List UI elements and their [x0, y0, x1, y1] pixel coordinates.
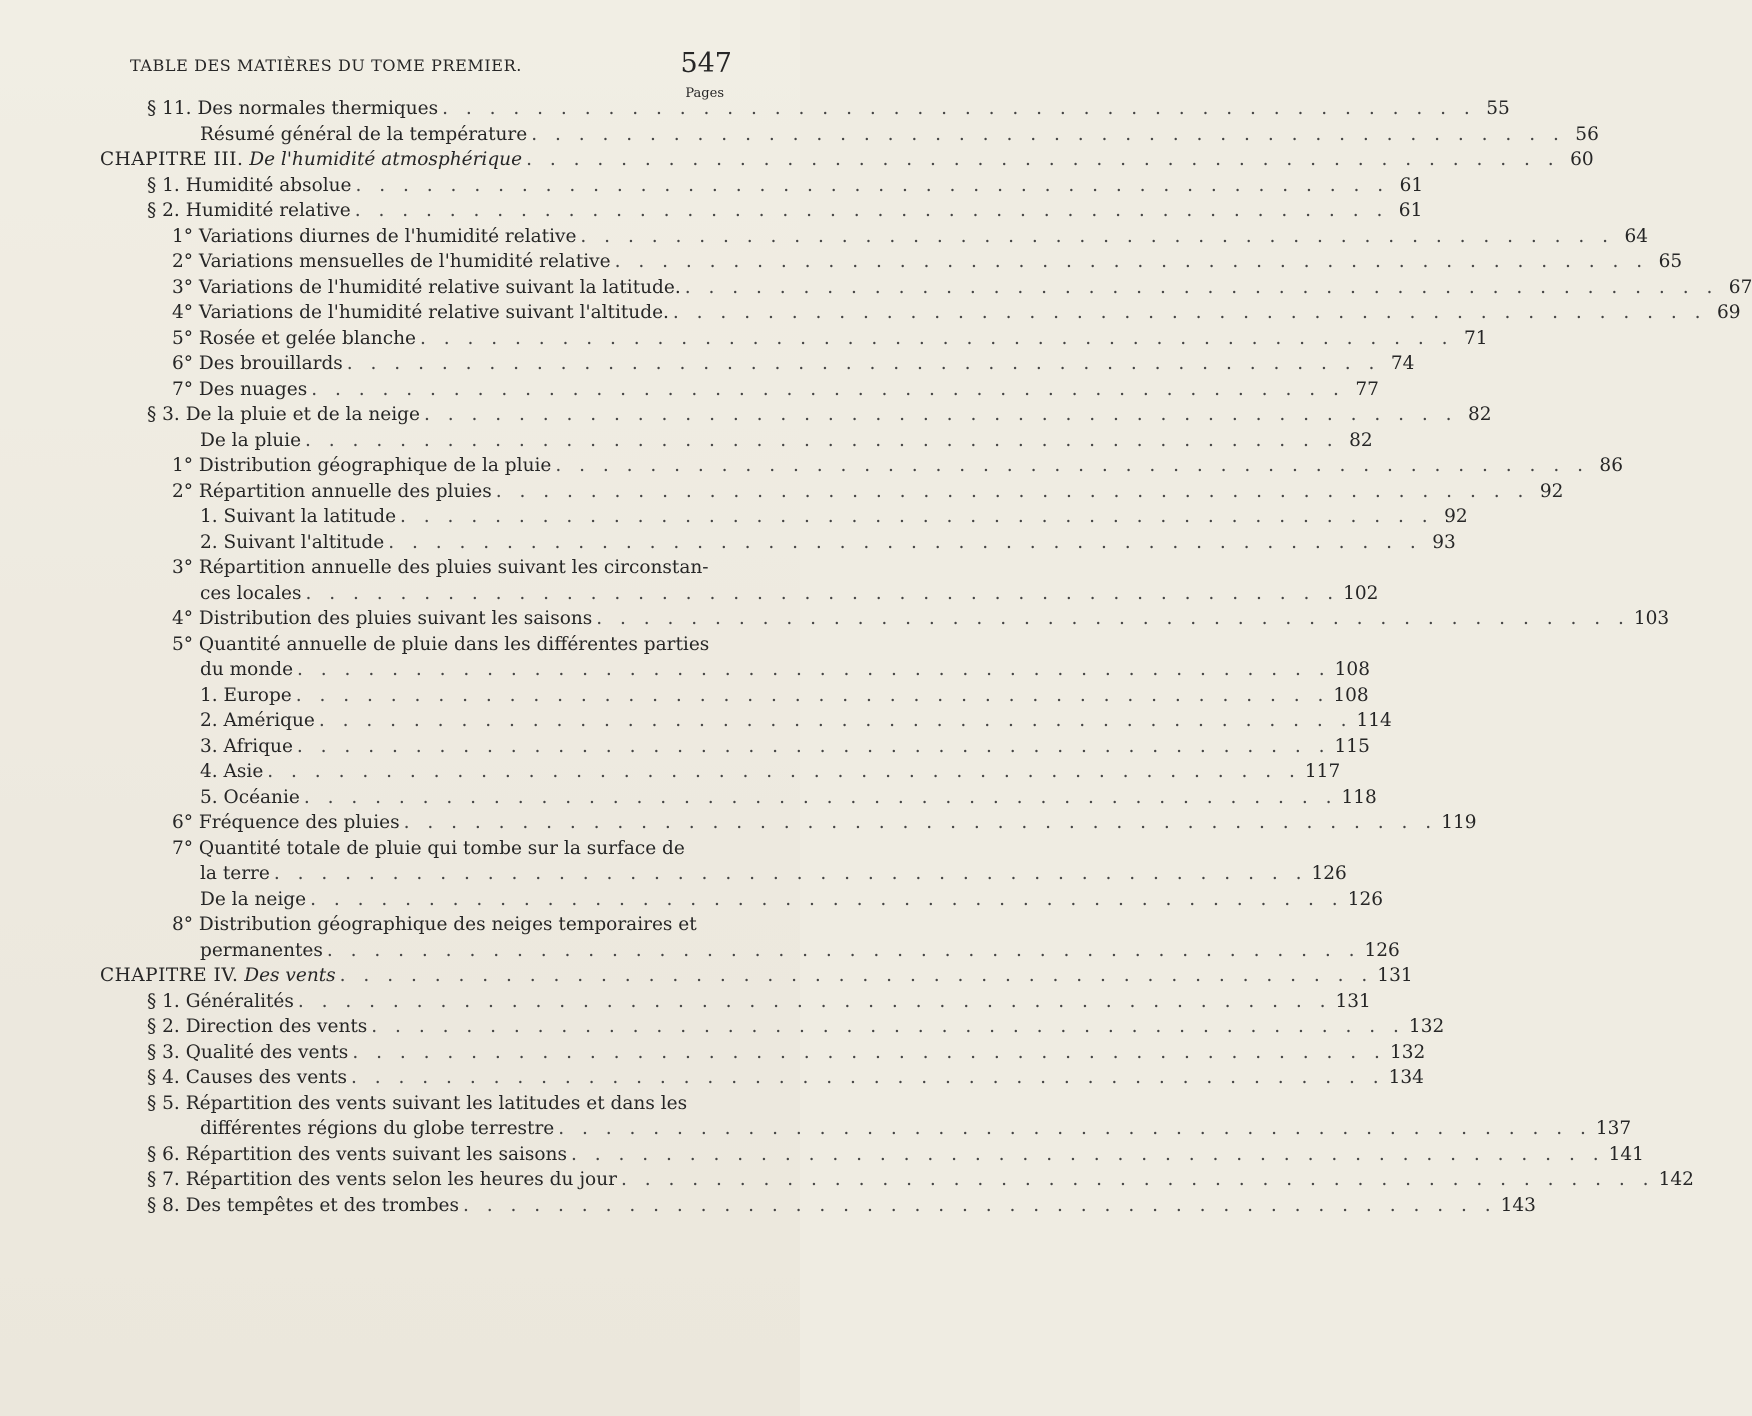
page-ref: 86 [1599, 455, 1623, 476]
page-ref: 67 [1728, 276, 1752, 298]
page-ref: 126 [1311, 863, 1347, 884]
toc-row: 7° Quantité totale de pluie qui tombe sur la surface de [172, 837, 685, 859]
toc-row: 4. Asie . . . . . . . . . . . . . . . . . . . . . . . . . . . . . . . . . . . . . . . . . . . . 117 [0, 759, 800, 785]
page-ref: 77 [1355, 378, 1379, 400]
page-ref: 119 [1441, 812, 1477, 833]
page-ref: 141 [1608, 1143, 1644, 1165]
toc-row: § 2. Direction des vents . . . . . . . . . . . . . . . . . . . . . . . . . . . . . . . . . . . . . . . . . . . . 132 [0, 1014, 800, 1040]
toc-row: 3° Répartition annuelle des pluies suivant les circonstan- [172, 557, 709, 578]
toc-row: permanentes . . . . . . . . . . . . . . . . . . . . . . . . . . . . . . . . . . . . . . . . . . . . 126 [0, 938, 800, 964]
page-ref: 82 [1349, 429, 1373, 451]
page-ref: 126 [1347, 888, 1383, 910]
page-ref: 126 [1364, 939, 1400, 961]
page-ref: 137 [1595, 1118, 1632, 1139]
page-ref: 108 [1334, 659, 1370, 680]
toc-row: 2. Amérique . . . . . . . . . . . . . . . . . . . . . . . . . . . . . . . . . . . . . . . . . . . . 114 [0, 708, 800, 734]
toc-row: 1° Variations diurnes de l'humidité relative . . . . . . . . . . . . . . . . . . . . . . . . . . . . . . . . . . . . . . . . . . . . 64 [0, 224, 800, 250]
page-ref: 64 [1624, 225, 1649, 247]
toc-row: 2° Répartition annuelle des pluies . . . . . . . . . . . . . . . . . . . . . . . . . . . . . . . . . . . . . . . . . . . . 92 [0, 479, 800, 505]
page-ref: 114 [1356, 710, 1392, 731]
toc-row: 2. Suivant l'altitude . . . . . . . . . . . . . . . . . . . . . . . . . . . . . . . . . . . . . . . . . . . . 93 [0, 530, 800, 556]
toc-row: 7° Des nuages . . . . . . . . . . . . . . . . . . . . . . . . . . . . . . . . . . . . . . . . . . . . 77 [0, 377, 800, 403]
page-ref: 108 [1333, 684, 1369, 706]
toc-row: § 1. Généralités . . . . . . . . . . . . . . . . . . . . . . . . . . . . . . . . . . . . . . . . . . . . 131 [0, 989, 800, 1015]
page-ref: 92 [1539, 480, 1564, 502]
toc-row: 8° Distribution géographique des neiges temporaires et [172, 914, 697, 935]
toc-row: 5. Océanie . . . . . . . . . . . . . . . . . . . . . . . . . . . . . . . . . . . . . . . . . . . . 118 [0, 785, 800, 811]
toc-row: § 7. Répartition des vents selon les heures du jour . . . . . . . . . . . . . . . . . . . . . . . . . . . . . . . . . . . . . . . . . . . . 142 [0, 1167, 800, 1193]
pages-column-label: Pages [685, 86, 724, 101]
toc-row: CHAPITRE IV. Des vents . . . . . . . . . . . . . . . . . . . . . . . . . . . . . . . . . . . . . . . . . . . . 131 [0, 963, 800, 989]
toc-row: § 11. Des normales thermiques . . . . . . . . . . . . . . . . . . . . . . . . . . . . . . . . . . . . . . . . . . . . 55 [0, 96, 800, 122]
toc-row: De la pluie . . . . . . . . . . . . . . . . . . . . . . . . . . . . . . . . . . . . . . . . . . . . 82 [0, 428, 800, 454]
toc-row: 6° Des brouillards . . . . . . . . . . . . . . . . . . . . . . . . . . . . . . . . . . . . . . . . . . . . 74 [0, 351, 800, 377]
page-ref: 143 [1500, 1194, 1536, 1216]
page-ref: 61 [1398, 200, 1423, 221]
page-ref: 117 [1304, 761, 1341, 782]
page-header [130, 48, 732, 86]
page-ref: 55 [1486, 98, 1510, 119]
page-ref: 131 [1335, 990, 1371, 1012]
toc-row: § 6. Répartition des vents suivant les saisons . . . . . . . . . . . . . . . . . . . . . . . . . . . . . . . . . . . . . . . . . . . . 141 [0, 1142, 800, 1168]
page-ref: 103 [1633, 608, 1670, 629]
toc-row: 1. Suivant la latitude . . . . . . . . . . . . . . . . . . . . . . . . . . . . . . . . . . . . . . . . . . . . 92 [0, 504, 800, 530]
page-ref: 71 [1464, 327, 1488, 349]
page-ref: 118 [1341, 786, 1377, 808]
toc-row: 6° Fréquence des pluies . . . . . . . . . . . . . . . . . . . . . . . . . . . . . . . . . . . . . . . . . . . . 119 [0, 810, 800, 836]
toc-row: § 8. Des tempêtes et des trombes . . . . . . . . . . . . . . . . . . . . . . . . . . . . . . . . . . . . . . . . . . . . 143 [0, 1193, 800, 1219]
toc-row: De la neige . . . . . . . . . . . . . . . . . . . . . . . . . . . . . . . . . . . . . . . . . . . . 126 [0, 887, 800, 913]
toc-row: § 3. Qualité des vents . . . . . . . . . . . . . . . . . . . . . . . . . . . . . . . . . . . . . . . . . . . . 132 [0, 1040, 800, 1066]
page-ref: 82 [1468, 404, 1492, 425]
page-ref: 142 [1658, 1169, 1694, 1190]
toc-row: CHAPITRE III. De l'humidité atmosphérique . . . . . . . . . . . . . . . . . . . . . . . . . . . . . . . . . . . . . . . . . . . . 60 [0, 147, 800, 173]
toc-row: § 2. Humidité relative . . . . . . . . . . . . . . . . . . . . . . . . . . . . . . . . . . . . . . . . . . . . 61 [0, 198, 800, 224]
toc-row: 1° Distribution géographique de la pluie . . . . . . . . . . . . . . . . . . . . . . . . . . . . . . . . . . . . . . . . . . . . 86 [0, 453, 800, 479]
toc-row: § 4. Causes des vents . . . . . . . . . . . . . . . . . . . . . . . . . . . . . . . . . . . . . . . . . . . . 134 [0, 1065, 800, 1091]
toc-row: 3. Afrique . . . . . . . . . . . . . . . . . . . . . . . . . . . . . . . . . . . . . . . . . . . . 115 [0, 734, 800, 760]
table-of-contents [0, 96, 1752, 1218]
toc-row: 5° Quantité annuelle de pluie dans les différentes parties [172, 633, 710, 655]
toc-row: 5° Rosée et gelée blanche . . . . . . . . . . . . . . . . . . . . . . . . . . . . . . . . . . . . . . . . . . . . 71 [0, 326, 800, 352]
toc-row: Résumé général de la température . . . . . . . . . . . . . . . . . . . . . . . . . . . . . . . . . . . . . . . . . . . . 56 [0, 122, 800, 148]
toc-row: différentes régions du globe terrestre . . . . . . . . . . . . . . . . . . . . . . . . . . . . . . . . . . . . . . . . . . . . 137 [0, 1116, 800, 1142]
running-title: TABLE DES MATIÈRES DU TOME PREMIER. [130, 56, 522, 75]
page-ref: 102 [1343, 582, 1379, 604]
page-ref: 93 [1432, 531, 1456, 553]
toc-row: § 5. Répartition des vents suivant les latitudes et dans les [147, 1092, 688, 1114]
toc-row: 4° Variations de l'humidité relative suivant l'altitude. . . . . . . . . . . . . . . . . . . . . . . . . . . . . . . . . . . . . . . . . . . . . 69 [0, 300, 800, 326]
toc-row: § 3. De la pluie et de la neige . . . . . . . . . . . . . . . . . . . . . . . . . . . . . . . . . . . . . . . . . . . . 82 [0, 402, 800, 428]
page-ref: 69 [1716, 302, 1741, 323]
toc-row: 2° Variations mensuelles de l'humidité relative . . . . . . . . . . . . . . . . . . . . . . . . . . . . . . . . . . . . . . . . . . . . 65 [0, 249, 800, 275]
page-ref: 65 [1658, 251, 1683, 272]
toc-row: la terre . . . . . . . . . . . . . . . . . . . . . . . . . . . . . . . . . . . . . . . . . . . . 126 [0, 861, 800, 887]
toc-row: 4° Distribution des pluies suivant les saisons . . . . . . . . . . . . . . . . . . . . . . . . . . . . . . . . . . . . . . . . . . . . 103 [0, 606, 800, 632]
page-ref: 134 [1388, 1067, 1424, 1088]
page-ref: 60 [1570, 149, 1594, 170]
page-ref: 132 [1408, 1016, 1445, 1037]
toc-row: ces locales . . . . . . . . . . . . . . . . . . . . . . . . . . . . . . . . . . . . . . . . . . . . 102 [0, 581, 800, 607]
page-ref: 115 [1334, 735, 1370, 757]
page-ref: 56 [1575, 123, 1599, 145]
page-ref: 92 [1444, 506, 1468, 527]
page-ref: 132 [1389, 1041, 1426, 1063]
toc-row: § 1. Humidité absolue . . . . . . . . . . . . . . . . . . . . . . . . . . . . . . . . . . . . . . . . . . . . 61 [0, 173, 800, 199]
toc-row: 1. Europe . . . . . . . . . . . . . . . . . . . . . . . . . . . . . . . . . . . . . . . . . . . . 108 [0, 683, 800, 709]
toc-row: 3° Variations de l'humidité relative suivant la latitude. . . . . . . . . . . . . . . . . . . . . . . . . . . . . . . . . . . . . . . . . . . . . 67 [0, 275, 800, 301]
page-ref: 61 [1399, 174, 1424, 196]
page-ref: 131 [1377, 965, 1413, 986]
page-ref: 74 [1390, 353, 1415, 374]
toc-row: du monde . . . . . . . . . . . . . . . . . . . . . . . . . . . . . . . . . . . . . . . . . . . . 108 [0, 657, 800, 683]
page-number: 547 [680, 48, 732, 79]
